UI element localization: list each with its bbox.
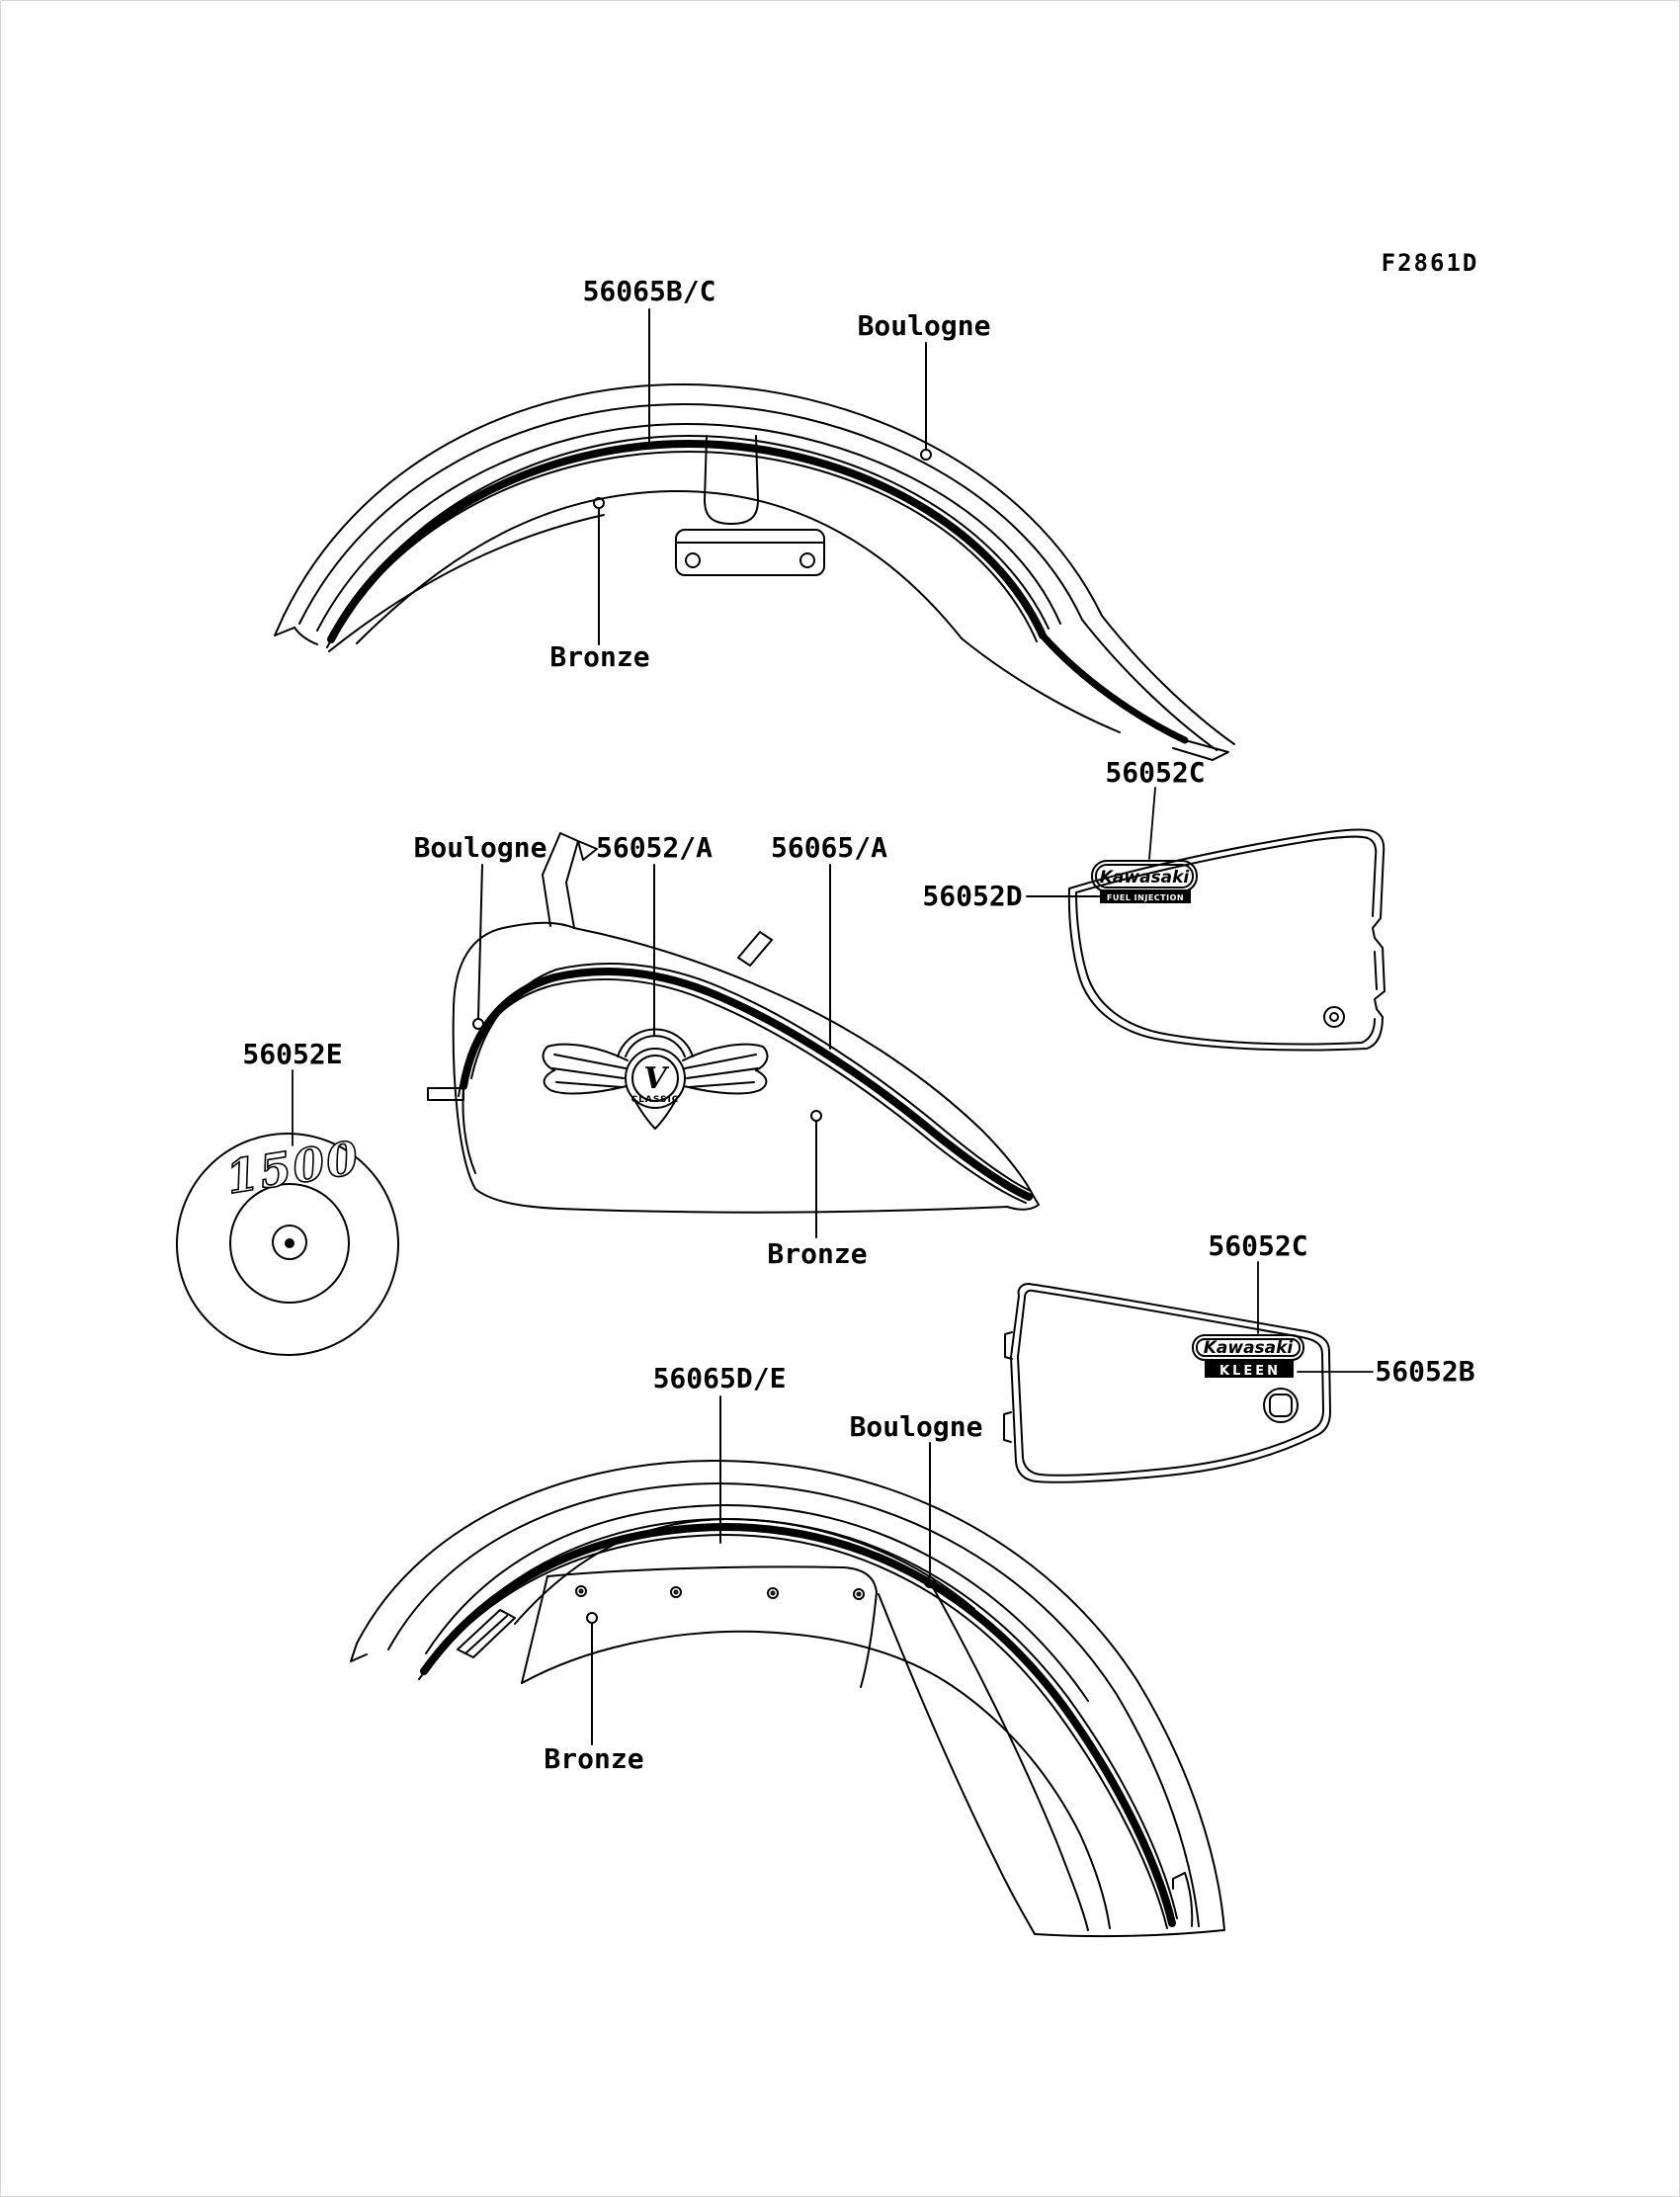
side-cover-lower-figure	[1004, 1262, 1373, 1482]
rear-fender-hole-center	[675, 1591, 678, 1594]
color-label-front-boulogne: Boulogne	[857, 309, 991, 342]
front-fender-tail-stripe	[1043, 635, 1185, 740]
rear-fender-hole-center	[858, 1593, 861, 1596]
tank-filler-spout	[543, 833, 578, 928]
rear-fender-figure	[351, 1461, 1224, 1936]
kawasaki-badge-upper: Kawasaki	[1099, 868, 1190, 887]
side-cover-upper-grommet-outer	[1324, 1007, 1344, 1027]
rear-fender-skirt-top	[547, 1566, 877, 1592]
side-cover-upper-grommet-inner	[1330, 1013, 1338, 1021]
tank-stripe-edge-lower	[459, 979, 1026, 1203]
leader-dot	[473, 1019, 483, 1029]
side-cover-lower-notch-bottom	[1004, 1412, 1011, 1442]
tank-stripe-edge-upper	[471, 964, 1031, 1191]
rear-fender-hole	[854, 1589, 864, 1599]
part-label-lower-56052c: 56052C	[1208, 1229, 1308, 1262]
kawasaki-badge-lower: Kawasaki	[1203, 1338, 1294, 1358]
tank-emblem-text: CLASSIC	[630, 1095, 680, 1105]
part-label-front-fender: 56065B/C	[582, 275, 716, 307]
diagram-svg	[1, 1, 1680, 2197]
color-label-tank-boulogne: Boulogne	[413, 831, 547, 864]
fuel-injection-badge: FUEL INJECTION	[1106, 893, 1185, 902]
leader-dot	[921, 450, 931, 460]
figure-code: F2861D	[1381, 249, 1479, 277]
leader-line	[1149, 788, 1155, 859]
front-fender-left-tip-line	[294, 628, 317, 644]
part-label-56052e: 56052E	[242, 1038, 343, 1070]
rear-fender-stripe-edge-upper	[430, 1519, 1177, 1918]
part-label-upper-56052c: 56052C	[1105, 756, 1206, 789]
tank-stripe	[463, 972, 1029, 1197]
rear-fender-hole-center	[580, 1590, 583, 1593]
side-cover-lower-inner-line	[1018, 1291, 1323, 1476]
tank-emblem-letter: V	[643, 1061, 667, 1096]
rear-fender-hole	[768, 1588, 778, 1598]
part-label-56052d: 56052D	[922, 880, 1023, 912]
leader-line	[478, 865, 482, 1018]
tank-emblem-right-feathers	[685, 1055, 758, 1087]
rear-fender-wheel-arc	[522, 1632, 1110, 1928]
front-fender-tail-outer	[1102, 616, 1234, 744]
front-fender-stripe-edge-lower	[327, 452, 1037, 647]
tank-emblem-left-feathers	[552, 1055, 626, 1087]
rear-fender-hole-center	[772, 1592, 775, 1595]
rear-fender-stripe-edge-lower	[419, 1535, 1167, 1928]
part-label-56052b: 56052B	[1375, 1355, 1475, 1388]
color-label-tank-bronze: Bronze	[767, 1237, 868, 1270]
color-label-rear-boulogne: Boulogne	[849, 1410, 983, 1443]
front-fender-bracket-hole-left	[686, 553, 700, 567]
rear-fender-left-tip	[351, 1644, 367, 1661]
rear-fender-arc-2	[388, 1483, 1199, 1926]
front-fender-bracket-plate	[676, 530, 824, 575]
disc-decal-figure	[177, 1070, 398, 1355]
leader-dot	[587, 1613, 597, 1623]
tank-top-bracket	[738, 932, 772, 966]
rear-fender-skirt-right	[861, 1592, 877, 1687]
rear-fender-hole	[671, 1587, 681, 1597]
front-fender-bracket-hole-right	[800, 553, 814, 567]
leader-dot	[811, 1111, 821, 1121]
rear-fender-hole	[576, 1586, 586, 1596]
disc-center-dot	[286, 1239, 294, 1247]
rear-fender-bottom-edge	[1035, 1930, 1224, 1936]
color-label-front-bronze: Bronze	[549, 640, 650, 673]
kleen-badge: KLEEN	[1219, 1364, 1281, 1379]
tank-emblem-halo-inner	[626, 1036, 685, 1056]
rear-fender-stripe	[424, 1527, 1172, 1923]
tank-filler-flag	[578, 841, 597, 860]
side-cover-upper-figure	[1069, 788, 1385, 1051]
front-fender-tail-inner	[1082, 620, 1217, 750]
front-fender-figure	[275, 384, 1234, 760]
front-fender-left-tip	[275, 616, 294, 635]
front-fender-outer-arc	[284, 384, 1102, 616]
disc-1500-decal: 1500	[222, 1130, 364, 1205]
rear-fender-tail-hook	[1173, 1873, 1192, 1926]
front-fender-stripe-edge-upper	[335, 436, 1049, 633]
part-label-rear-fender: 56065D/E	[652, 1362, 787, 1394]
tank-outline	[454, 923, 1039, 1213]
color-label-rear-bronze: Bronze	[544, 1742, 644, 1775]
part-label-tank-stripe: 56065/A	[770, 831, 888, 864]
part-label-tank-emblem: 56052/A	[595, 831, 714, 864]
side-cover-lower-grommet-square	[1270, 1394, 1292, 1416]
rear-fender-skirt-left	[522, 1576, 547, 1683]
